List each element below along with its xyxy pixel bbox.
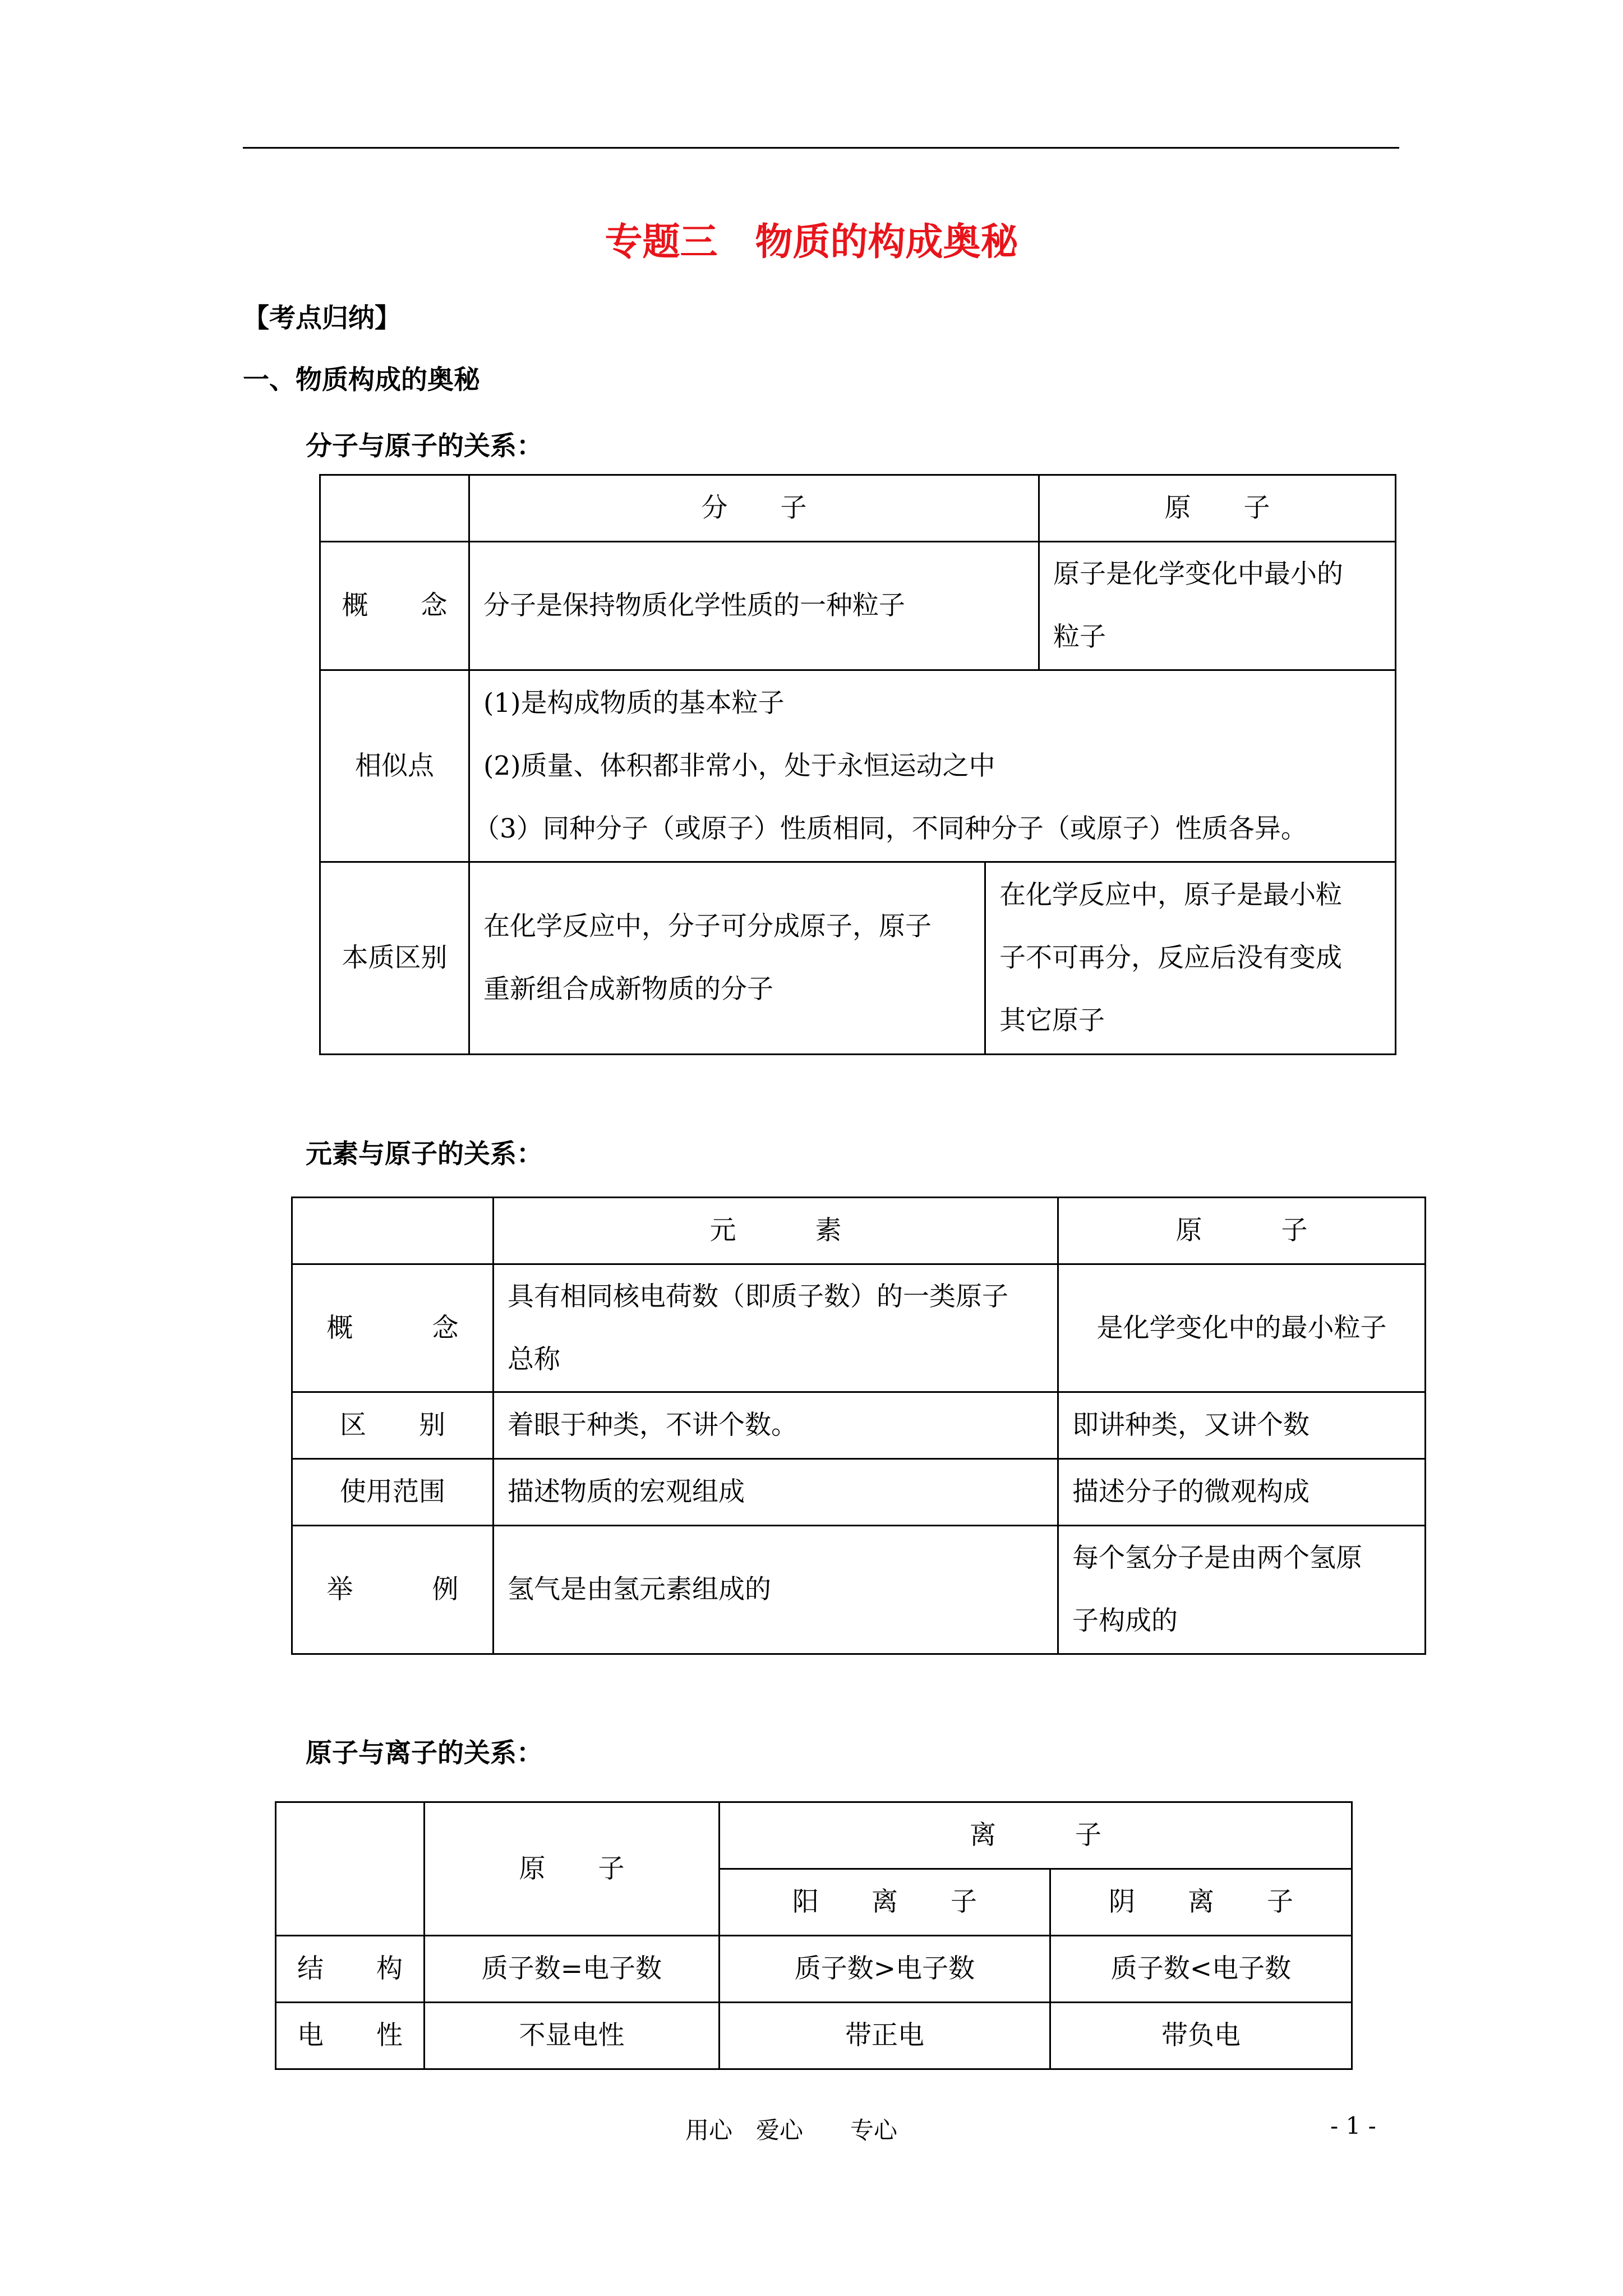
atom-essence-line-1: 在化学反应中，原子是最小粒 [999,880,1342,910]
header-rule [243,147,1399,149]
atom-essence-line-3: 其它原子 [999,1005,1105,1036]
cation-charge: 带正电 [720,2003,1050,2069]
row-label-charge: 电 性 [276,2003,425,2069]
row-label-example: 举 例 [292,1526,494,1654]
table2-caption: 元素与原子的关系： [306,1139,543,1170]
atom-concept-line-2: 粒子 [1053,622,1106,652]
atom-essence-line-2: 子不可再分，反应后没有变成 [999,942,1342,973]
header-element: 元 素 [494,1198,1058,1264]
row-label-similar: 相似点 [320,670,469,862]
table-row [292,1264,1426,1392]
molecule-concept: 分子是保持物质化学性质的一种粒子 [469,542,1039,670]
atom-concept: 是化学变化中的最小粒子 [1058,1264,1426,1392]
element-concept-line-2: 总称 [508,1343,560,1375]
table-row [320,542,1396,670]
header-atom: 原 子 [1039,475,1396,542]
header-atom: 原 子 [425,1802,720,1936]
table1-caption: 分子与原子的关系： [306,431,543,462]
table-row [292,1392,1426,1459]
atom-scope: 描述分子的微观构成 [1058,1459,1426,1526]
similar-line-1: (1)是构成物质的基本粒子 [483,687,785,719]
header-atom: 原 子 [1058,1198,1426,1264]
similar-points [469,670,1396,862]
kaodian-heading: 【考点归纳】 [243,303,401,334]
atom-structure: 质子数=电子数 [425,1936,720,2003]
atom-ion-table [275,1801,1353,2070]
header-anion: 阴 离 子 [1050,1869,1352,1936]
element-atom-table [291,1197,1426,1655]
atom-example-line-1: 每个氢分子是由两个氢原 [1072,1543,1362,1573]
header-ion: 离 子 [720,1802,1352,1869]
footer-motto: 用心 爱心 专心 [685,2116,898,2144]
row-label-essence: 本质区别 [320,862,469,1055]
table-row [276,1936,1352,2003]
row-label-concept: 概 念 [320,542,469,670]
header-empty-cell [276,1802,425,1936]
molecule-essence [469,862,985,1055]
page-number: - 1 - [1330,2112,1376,2139]
header-molecule: 分 子 [469,475,1039,542]
molecule-essence-line-1: 在化学反应中，分子可分成原子，原子 [483,911,932,942]
similar-line-2: (2)质量、体积都非常小，处于永恒运动之中 [483,750,995,781]
row-label-scope: 使用范围 [292,1459,494,1526]
table-row [320,475,1396,542]
similar-line-3: （3）同种分子（或原子）性质相同，不同种分子（或原子）性质各异。 [473,813,1307,844]
atom-charge: 不显电性 [425,2003,720,2069]
atom-essence [985,862,1396,1055]
molecule-atom-table [319,474,1396,1055]
atom-example-line-2: 子构成的 [1072,1605,1178,1636]
header-empty-cell [320,475,469,542]
element-concept [494,1264,1058,1392]
anion-structure: 质子数<电子数 [1050,1936,1352,2003]
table-row [320,862,1396,1055]
table-row [292,1198,1426,1264]
table-row [276,2003,1352,2069]
element-example: 氢气是由氢元素组成的 [494,1526,1058,1654]
atom-difference: 即讲种类，又讲个数 [1058,1392,1426,1459]
cation-structure: 质子数>电子数 [720,1936,1050,2003]
element-scope: 描述物质的宏观组成 [494,1459,1058,1526]
header-cation: 阳 离 子 [720,1869,1050,1936]
table-row [292,1526,1426,1654]
atom-concept [1039,542,1396,670]
row-label-concept: 概 念 [292,1264,494,1392]
table-row [276,1802,1352,1869]
anion-charge: 带负电 [1050,2003,1352,2069]
table3-caption: 原子与离子的关系： [306,1738,543,1769]
table-row [320,670,1396,862]
header-empty-cell [292,1198,494,1264]
atom-concept-line-1: 原子是化学变化中最小的 [1053,559,1343,590]
element-difference: 着眼于种类，不讲个数。 [494,1392,1058,1459]
page-title: 专题三 物质的构成奥秘 [605,219,1018,264]
table-row [292,1459,1426,1526]
element-concept-line-1: 具有相同核电荷数（即质子数）的一类原子 [508,1281,1008,1312]
row-label-difference: 区 别 [292,1392,494,1459]
row-label-structure: 结 构 [276,1936,425,2003]
section-heading: 一、物质构成的奥秘 [243,365,480,395]
atom-example [1058,1526,1426,1654]
molecule-essence-line-2: 重新组合成新物质的分子 [483,974,773,1005]
